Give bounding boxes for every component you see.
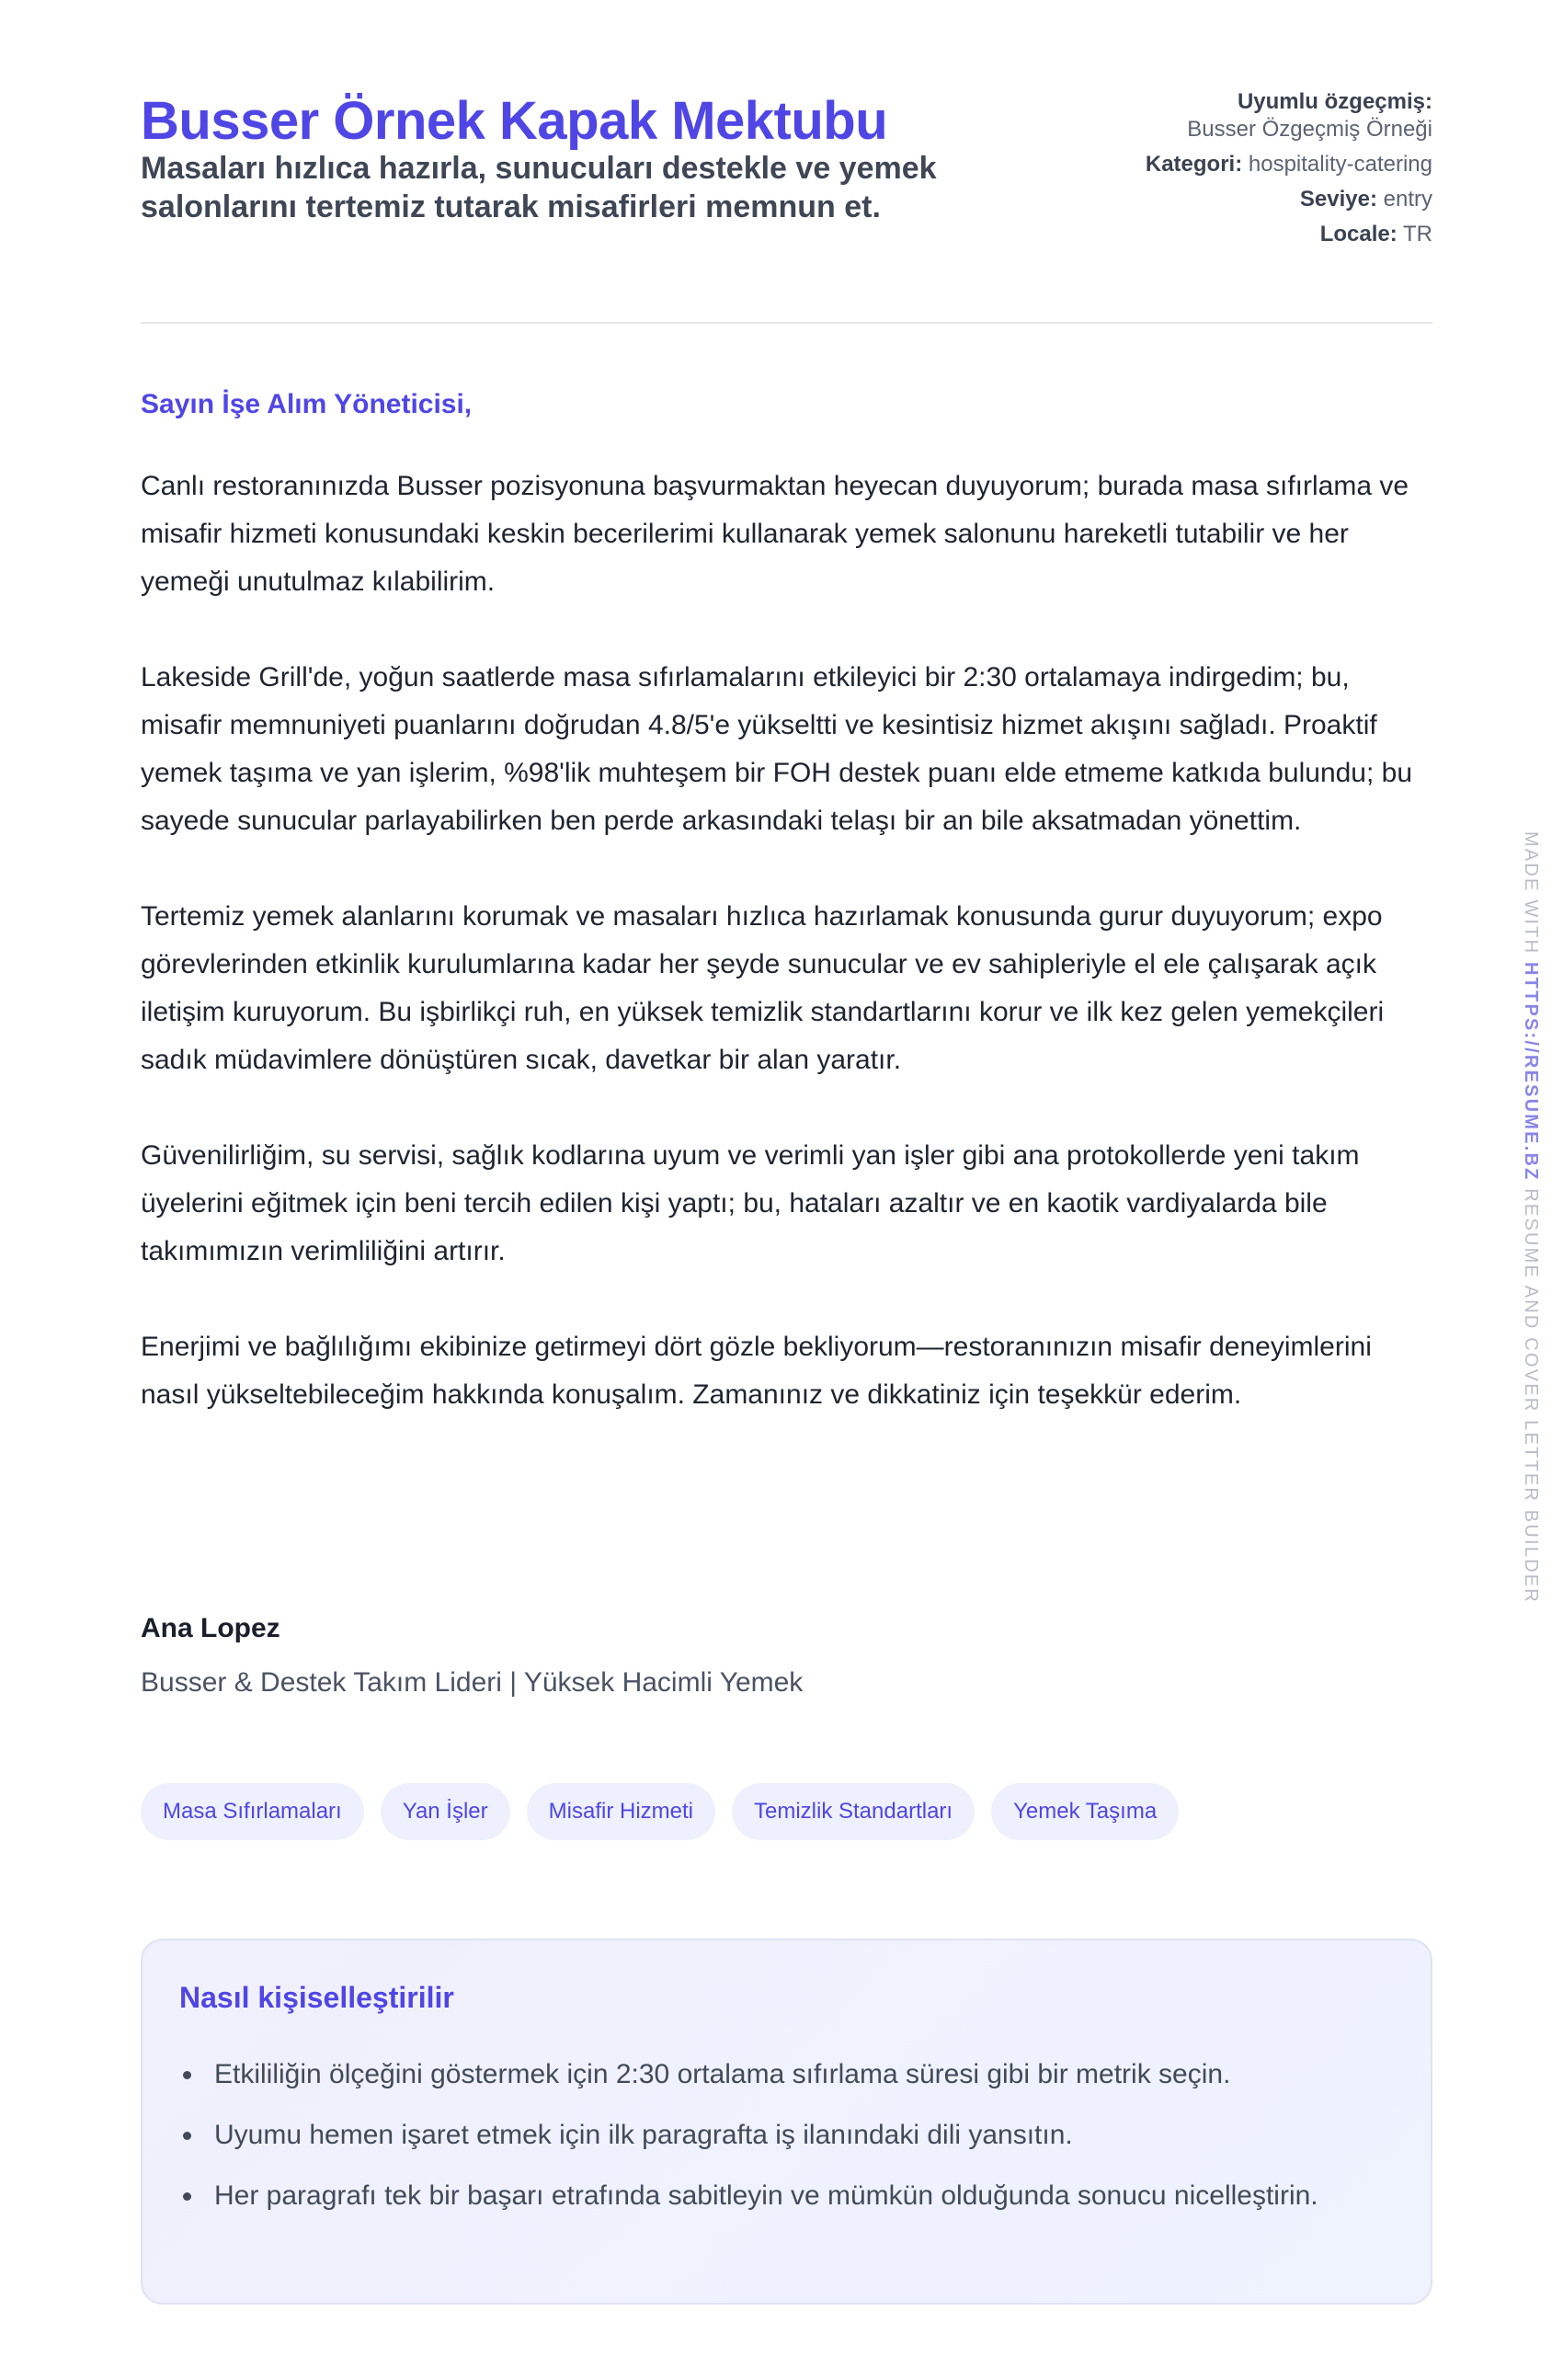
- letter-body: [141, 463, 1432, 1467]
- tips-title: Nasıl kişiselleştirilir: [179, 1981, 454, 2014]
- meta-level-value: entry: [1383, 187, 1432, 212]
- letter-greeting: Sayın İşe Alım Yöneticisi,: [141, 389, 473, 419]
- meta-locale-value: TR: [1403, 222, 1432, 246]
- tip-text: Her paragrafı tek bir başarı etrafında sabitleyin ve mümkün olduğunda sonucu nicelleştirin.: [214, 2180, 1318, 2211]
- meta-resume: [1129, 88, 1432, 143]
- letter-paragraph: Tertemiz yemek alanlarını korumak ve masaları hızlıca hazırlamak konusunda gurur duyuyorum; expo görevlerinden etkinlik kurulumlarına kadar her şeyde sunucular ve ev sahipleriyle el ele çalışarak açık iletişim kuruyorum. Bu işbirlikçi ruh, en yüksek temizlik standartlarını korur ve ilk kez gelen yemekçileri sadık müdavimlere dönüştüren sıcak, davetkar bir alan yaratır.: [141, 901, 1385, 1075]
- header-divider: [141, 322, 1432, 324]
- bullet-icon: [183, 2071, 191, 2079]
- bullet-icon: [183, 2192, 191, 2201]
- letter-paragraph: Canlı restoranınızda Busser pozisyonuna başvurmaktan heyecan duyuyorum; burada masa sıfırlama ve misafir hizmeti konusundaki keskin becerilerimi kullanarak yemek salonunu hareketli tutabilir ve her yemeği unutulmaz kılabilirim.: [141, 471, 1409, 597]
- tip-text: Etkililiğin ölçeğini göstermek için 2:30 ortalama sıfırlama süresi gibi bir metrik seçin.: [214, 2059, 1231, 2089]
- watermark-prefix: MADE WITH: [1521, 831, 1541, 955]
- tips-list: [179, 2051, 1365, 2233]
- meta-category: [1129, 151, 1432, 178]
- meta-level: [1129, 186, 1432, 213]
- watermark-link[interactable]: HTTPS://RESUME.BZ: [1521, 962, 1541, 1182]
- meta-resume-label: Uyumlu özgeçmiş:: [1237, 89, 1432, 114]
- header: [141, 88, 1432, 324]
- skill-tag: Yemek Taşıma: [991, 1783, 1179, 1840]
- meta-level-label: Seviye:: [1299, 187, 1377, 212]
- watermark-suffix: RESUME AND COVER LETTER BUILDER: [1521, 1188, 1541, 1604]
- skill-tag: Misafir Hizmeti: [527, 1783, 715, 1840]
- watermark-text: [1515, 831, 1546, 1604]
- tip-text: Uyumu hemen işaret etmek için ilk paragrafta iş ilanındaki dili yansıtın.: [214, 2120, 1073, 2150]
- tip-item: [179, 2051, 1365, 2099]
- page-title: Busser Örnek Kapak Mektubu: [141, 91, 888, 151]
- meta-resume-value[interactable]: Busser Özgeçmiş Örneği: [1187, 117, 1432, 142]
- skill-tag: Yan İşler: [381, 1783, 510, 1840]
- personalization-tips: [141, 1939, 1432, 2305]
- skill-tag: Temizlik Standartları: [732, 1783, 975, 1840]
- letter-paragraph: Enerjimi ve bağlılığımı ekibinize getirmeyi dört gözle bekliyorum—restoranınızın misafir deneyimlerini nasıl yükseltebileceğim hakkında konuşalım. Zamanınız ve dikkatiniz için teşekkür ederim.: [141, 1332, 1372, 1410]
- vertical-watermark: [1515, 831, 1546, 1604]
- meta-locale-label: Locale:: [1319, 222, 1398, 246]
- bullet-icon: [183, 2132, 191, 2140]
- meta-category-value: hospitality-catering: [1248, 152, 1432, 177]
- signature-title: Busser & Destek Takım Lideri | Yüksek Hacimli Yemek: [141, 1667, 804, 1698]
- letter-paragraph: Güvenilirliğim, su servisi, sağlık kodlarına uyum ve verimli yan işler gibi ana protokollerde yeni takım üyelerini eğitmek için beni tercih edilen kişi yaptı; bu, hataları azaltır ve en kaotik vardiyalarda bile takımımızın verimliliğini artırır.: [141, 1140, 1360, 1266]
- signature-name: Ana Lopez: [141, 1613, 280, 1643]
- page-subtitle: Masaları hızlıca hazırla, sunucuları destekle ve yemek salonlarını tertemiz tutarak misafirleri memnun et.: [141, 151, 937, 224]
- skill-tag: Masa Sıfırlamaları: [141, 1783, 364, 1840]
- skill-tags: [141, 1783, 1179, 1840]
- tip-item: [179, 2111, 1365, 2159]
- meta-locale: [1129, 221, 1432, 248]
- tip-item: [179, 2172, 1365, 2220]
- meta-category-label: Kategori:: [1145, 152, 1243, 177]
- meta-panel: [1129, 88, 1432, 256]
- letter-paragraph: Lakeside Grill'de, yoğun saatlerde masa sıfırlamalarını etkileyici bir 2:30 ortalamaya indirgedim; bu, misafir memnuniyeti puanlarını doğrudan 4.8/5'e yükseltti ve kesintisiz hizmet akışını sağladı. Proaktif yemek taşıma ve yan işlerim, %98'lik muhteşem bir FOH destek puanı elde etmeme katkıda bulundu; bu sayede sunucular parlayabilirken ben perde arkasındaki telaşı bir an bile aksatmadan yönettim.: [141, 662, 1413, 836]
